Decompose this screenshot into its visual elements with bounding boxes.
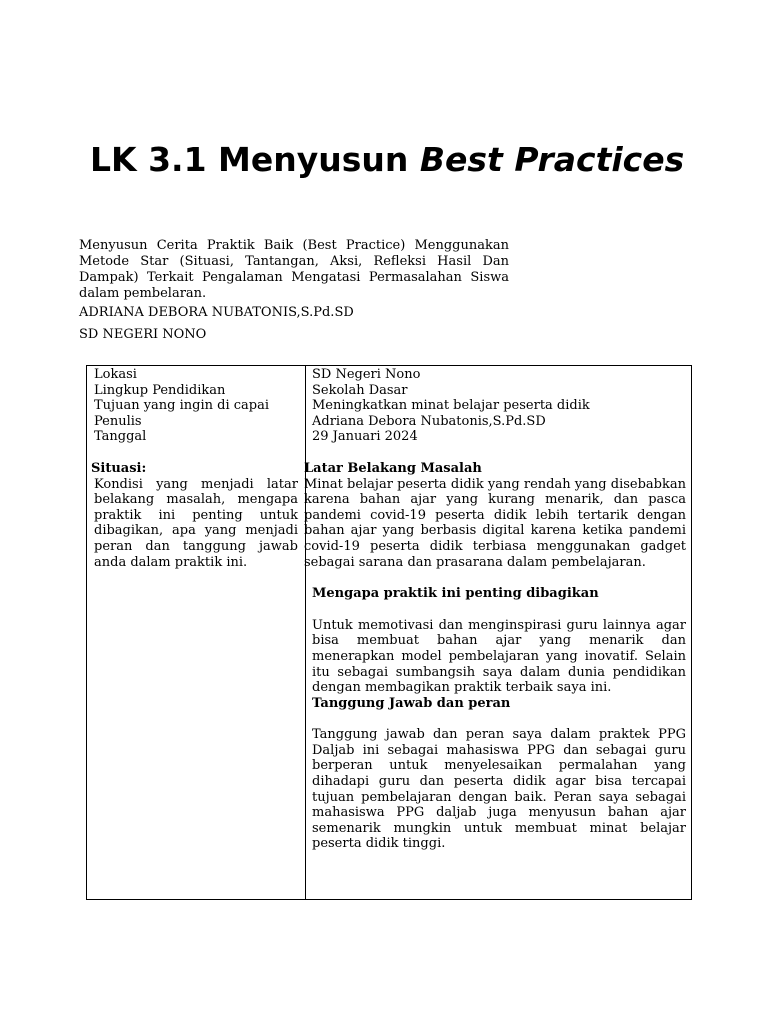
label-tujuan: Tujuan yang ingin di capai xyxy=(94,398,270,414)
mengapa-heading: Mengapa praktik ini penting dibagikan xyxy=(312,586,599,602)
latar-heading: Latar Belakang Masalah xyxy=(304,460,482,476)
value-tanggal: 29 Januari 2024 xyxy=(312,429,418,445)
page-title xyxy=(90,138,690,181)
value-lingkup: Sekolah Dasar xyxy=(312,382,408,398)
latar-body: Minat belajar peserta didik yang rendah yang disebabkan karena bahan ajar yang kurang menarik, dan pasca pandemi covid-19 peserta didik lebih tertarik dengan bahan ajar yang berbasis digital karena ketika pandemi covid-19 peserta didik terbiasa menggunakan gadget sebagai sarana dan prasarana dalam pembelajaran. xyxy=(304,476,686,570)
title-main: LK 3.1 Menyusun xyxy=(90,140,420,179)
author-name: ADRIANA DEBORA NUBATONIS,S.Pd.SD xyxy=(79,305,354,320)
tanggung-body: Tanggung jawab dan peran saya dalam praktek PPG Daljab ini sebagai mahasiswa PPG dan sebagai guru berperan untuk menyelesaikan permalahan yang dihadapi guru dan peserta didik agar bisa tercapai tujuan pembelajaran dengan baik. Peran saya sebagai mahasiswa PPG daljab juga menyusun bahan ajar semenarik mungkin untuk membuat minat belajar peserta didik tinggi. xyxy=(312,727,686,852)
value-tujuan: Meningkatkan minat belajar peserta didik xyxy=(312,398,590,414)
situasi-prompt: Kondisi yang menjadi latar belakang masalah, mengapa praktik ini penting untuk dibagikan, apa yang menjadi peran dan tanggung jawab anda dalam praktik ini. xyxy=(94,476,298,570)
tanggung-heading: Tanggung Jawab dan peran xyxy=(312,695,511,711)
label-tanggal: Tanggal xyxy=(94,429,147,445)
column-divider xyxy=(305,366,306,899)
mengapa-body: Untuk memotivasi dan menginspirasi guru lainnya agar bisa membuat bahan ajar yang menarik dan menerapkan model pembelajaran yang inovatif. Selain itu sebagai sumbangsih saya dalam dunia pendidikan dengan membagikan praktik terbaik saya ini. xyxy=(312,617,686,696)
intro-paragraph: Menyusun Cerita Praktik Baik (Best Practice) Menggunakan Metode Star (Situasi, Tantangan, Aksi, Refleksi Hasil Dan Dampak) Terkait Pengalaman Mengatasi Permasalahan Siswa dalam pembelaran. xyxy=(79,238,509,301)
title-italic: Best Practices xyxy=(419,140,685,179)
value-penulis: Adriana Debora Nubatonis,S.Pd.SD xyxy=(312,413,546,429)
label-lingkup: Lingkup Pendidikan xyxy=(94,382,226,398)
label-penulis: Penulis xyxy=(94,413,142,429)
left-column xyxy=(91,367,298,570)
school-name: SD NEGERI NONO xyxy=(79,327,207,342)
best-practice-table xyxy=(86,365,692,900)
label-lokasi: Lokasi xyxy=(94,367,137,382)
situasi-heading: Situasi: xyxy=(91,460,147,476)
value-lokasi: SD Negeri Nono xyxy=(312,367,421,382)
right-column xyxy=(304,367,686,852)
